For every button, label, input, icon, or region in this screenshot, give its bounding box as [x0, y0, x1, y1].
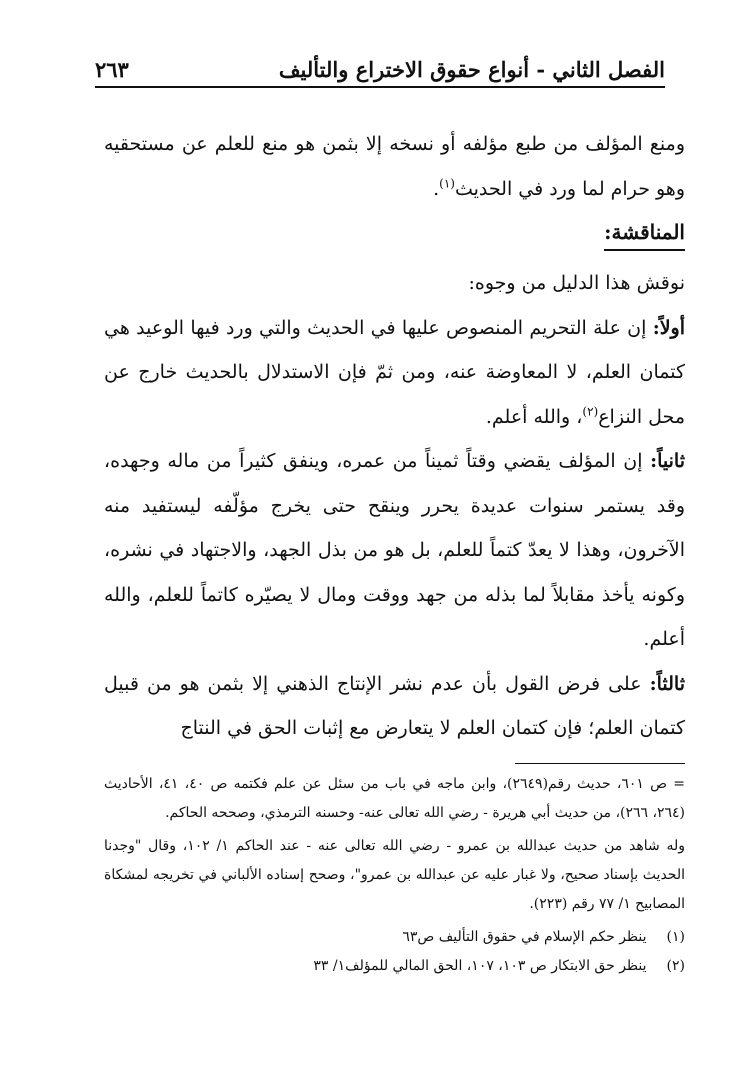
- footnote-text: ينظر حق الابتكار ص ١٠٣، ١٠٧، الحق المالي للمؤلف١/ ٣٣: [313, 958, 647, 974]
- paragraph-argument: [104, 122, 685, 211]
- page-number: ٢٦٣: [95, 57, 129, 82]
- footnote-item: [104, 923, 685, 952]
- footnote-marker: (٢): [666, 958, 685, 974]
- footnote-witness: وله شاهد من حديث عبدالله بن عمرو - رضي الله تعالى عنه - عند الحاكم ١/ ١٠٢، وقال "وجدنا الحديث بإسناد صحيح، ولا غبار عليه عن عبدالله بن عمرو"، وصحح إسناده الألباني في تخريجه لمشكاة المصابيح ١/ ٧٧ رقم (٢٢٣).: [104, 838, 685, 912]
- heading-wrapper: [104, 211, 685, 261]
- footnote-ref-1[interactable]: (١): [439, 176, 455, 191]
- footnote-marker: (١): [666, 929, 685, 945]
- argument-end: .: [433, 177, 440, 200]
- second-text: إن المؤلف يقضي وقتاً ثميناً من عمره، وينفق كثيراً من ماله وجهده، وقد يستمر سنوات عديدة يحرر وينقح حتى يخرج مؤلّفه ليستفيد منه الآخرون، وهذا لا يعدّ كتماً للعلم، بل هو من بذل الجهد، والاجتهاد في نشره، وكونه يأخذ مقابلاً لما بذله من جهد ووقت ومال لا يصيّره كاتماً للعلم، والله أعلم.: [104, 450, 685, 650]
- body-text: [104, 122, 685, 751]
- chapter-title: الفصل الثاني - أنواع حقوق الاختراع والتأليف: [278, 57, 665, 82]
- first-end: ، والله أعلم.: [485, 405, 583, 428]
- paragraph-first: [104, 306, 685, 440]
- first-lead: أولاً:: [652, 316, 685, 339]
- section-heading: المناقشة:: [604, 215, 685, 251]
- paragraph-intro: نوقش هذا الدليل من وجوه:: [468, 272, 685, 294]
- running-header: [95, 44, 665, 88]
- third-lead: ثالثاً:: [649, 672, 685, 695]
- footnote-separator: [515, 763, 685, 764]
- second-lead: ثانياً:: [650, 450, 685, 472]
- footnote-continued: = ص ٦٠١، حديث رقم(٢٦٤٩)، وابن ماجه في باب من سئل عن علم فكتمه ص ٤٠، ٤١، الأحاديث (٢٦٤، ٢٦٦)، من حديث أبي هريرة - رضي الله تعالى عنه- وحسنه الترمذي، وصححه الحاكم.: [104, 776, 686, 821]
- argument-text: ومنع المؤلف من طبع مؤلفه أو نسخه إلا بثمن هو منع للعلم عن مستحقيه وهو حرام لما ورد في الحديث: [104, 133, 685, 200]
- paragraph-third: [104, 662, 685, 751]
- third-text: على فرض القول بأن عدم نشر الإنتاج الذهني إلا بثمن هو من قبيل كتمان العلم؛ فإن كتمان العلم لا يتعارض مع إثبات الحق في النتاج: [104, 672, 685, 739]
- footnote-text: ينظر حكم الإسلام في حقوق التأليف ص٦٣: [402, 929, 647, 945]
- footnote-item: [104, 952, 685, 981]
- footnotes: [104, 770, 685, 981]
- first-text: إن علة التحريم المنصوص عليها في الحديث والتي ورد فيها الوعيد هي كتمان العلم، لا المعاوضة عنه، ومن ثمّ فإن الاستدلال بالحديث خارج عن محل النزاع: [104, 316, 685, 428]
- paragraph-second: [104, 439, 685, 662]
- footnote-ref-2[interactable]: (٢): [582, 404, 599, 419]
